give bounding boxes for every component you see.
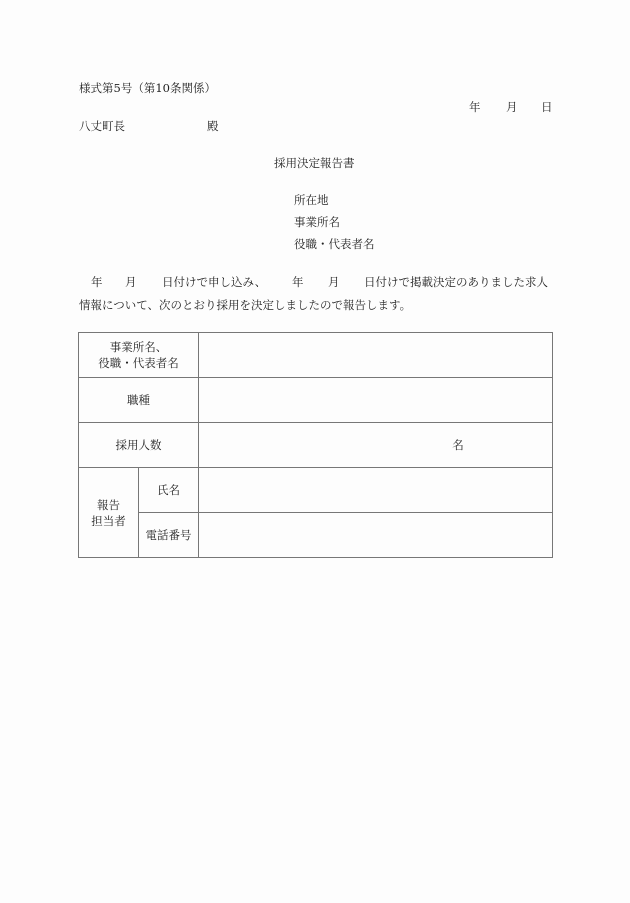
reporter-phone-value[interactable]	[199, 513, 553, 558]
table-row-company	[79, 333, 553, 378]
company-label: 事業所名、 役職・代表者名	[79, 333, 199, 378]
job-type-label: 職種	[79, 378, 199, 423]
reporter-group-label: 報告 担当者	[79, 468, 139, 558]
body-year-1: 年	[91, 275, 103, 289]
hire-count-label: 採用人数	[79, 423, 199, 468]
sender-address-label: 所在地	[294, 193, 329, 207]
body-year-2: 年	[292, 275, 304, 289]
sender-representative-label: 役職・代表者名	[294, 237, 375, 251]
date-year: 年	[469, 100, 481, 114]
reporter-name-value[interactable]	[199, 468, 553, 513]
table-row-reporter-name	[79, 468, 553, 513]
table-row-job-type	[79, 378, 553, 423]
hire-count-unit: 名	[452, 438, 464, 452]
date-month: 月	[506, 100, 518, 114]
addressee-honorific: 殿	[207, 119, 219, 133]
document-title: 採用決定報告書	[274, 156, 355, 170]
addressee-name: 八丈町長	[79, 119, 125, 133]
body-day-2: 日付けで掲載決定のありました求人	[364, 275, 548, 289]
report-table	[78, 332, 553, 558]
hire-count-value[interactable]	[199, 423, 553, 468]
table-row-reporter-phone	[79, 513, 553, 558]
body-month-1: 月	[125, 275, 137, 289]
company-value[interactable]	[199, 333, 553, 378]
body-month-2: 月	[328, 275, 340, 289]
body-day-1: 日付けで申し込み、	[162, 275, 267, 289]
reporter-name-label: 氏名	[139, 468, 199, 513]
reporter-phone-label: 電話番号	[139, 513, 199, 558]
body-line-2: 情報について、次のとおり採用を決定しましたので報告します。	[79, 298, 412, 312]
table-row-hire-count	[79, 423, 553, 468]
job-type-value[interactable]	[199, 378, 553, 423]
form-number: 様式第5号（第10条関係）	[79, 81, 216, 95]
date-day: 日	[541, 100, 553, 114]
sender-company-label: 事業所名	[294, 215, 340, 229]
